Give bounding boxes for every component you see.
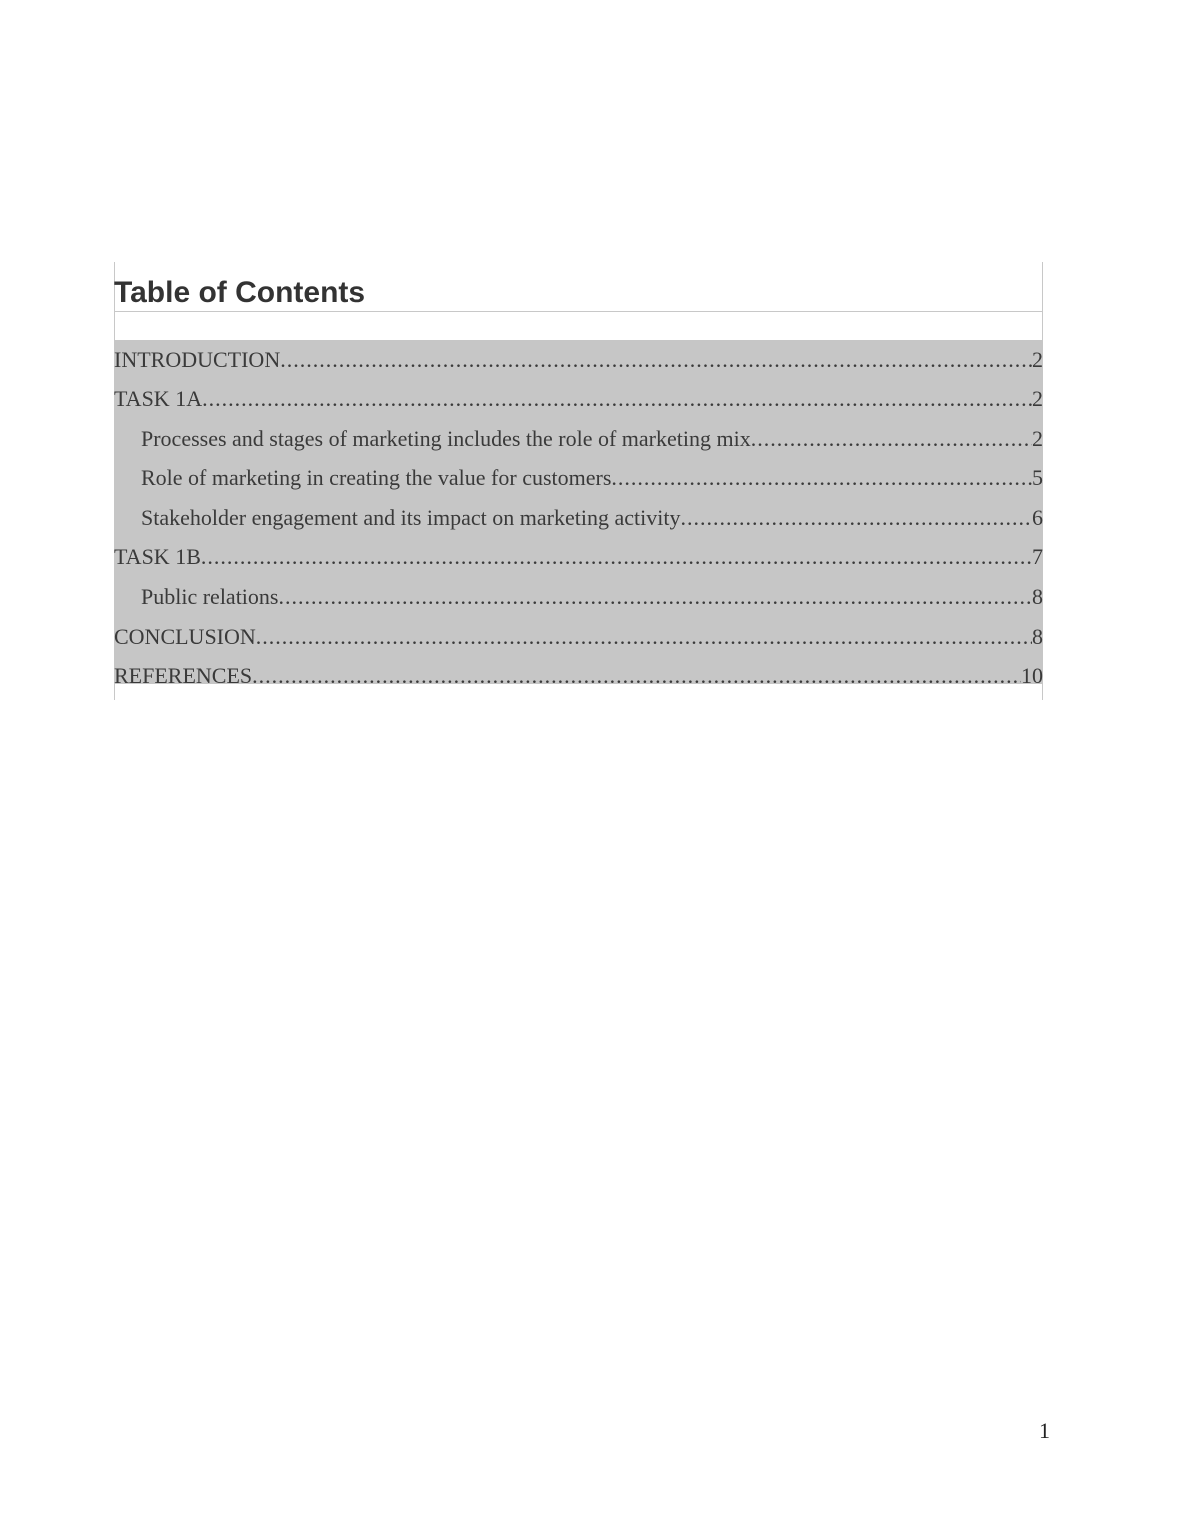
toc-leader-dots (751, 419, 1032, 459)
toc-entry-page: 2 (1032, 386, 1043, 411)
toc-leader-dots (256, 617, 1032, 657)
toc-entry[interactable] (114, 379, 1043, 419)
toc-entry-page: 7 (1032, 544, 1043, 569)
toc-leader-dots (278, 577, 1032, 617)
toc-entry-label: Stakeholder engagement and its impact on marketing activity (141, 505, 681, 530)
toc-leader-dots (201, 537, 1032, 577)
toc-entry-page: 2 (1032, 347, 1043, 372)
toc-leader-dots (252, 656, 1021, 696)
toc-leader-dots (202, 379, 1032, 419)
title-rule (114, 311, 1043, 312)
toc-entry[interactable] (114, 577, 1043, 617)
toc-entry-label: TASK 1A (114, 386, 203, 411)
toc-entry[interactable] (114, 340, 1043, 380)
table-of-contents-section (114, 262, 1043, 700)
toc-entry[interactable] (114, 537, 1043, 577)
toc-leader-dots (280, 340, 1032, 380)
toc-entry-page: 10 (1021, 663, 1043, 688)
toc-leader-dots (680, 498, 1032, 538)
toc-entry[interactable] (114, 419, 1043, 459)
toc-entry-label: INTRODUCTION (114, 347, 281, 372)
toc-entry-label: CONCLUSION (114, 624, 256, 649)
toc-entry-label: REFERENCES (114, 663, 253, 688)
toc-entry-label: Processes and stages of marketing includes the role of marketing mix (141, 426, 751, 451)
toc-entry-page: 5 (1032, 465, 1043, 490)
toc-entries[interactable] (114, 340, 1043, 688)
toc-entry-page: 8 (1032, 624, 1043, 649)
toc-leader-dots (611, 458, 1032, 498)
toc-entry-page: 8 (1032, 584, 1043, 609)
toc-entry[interactable] (114, 498, 1043, 538)
toc-entry[interactable] (114, 656, 1043, 696)
toc-entry-page: 2 (1032, 426, 1043, 451)
toc-entry[interactable] (114, 458, 1043, 498)
page-number: 1 (1039, 1418, 1050, 1443)
toc-entry[interactable] (114, 617, 1043, 657)
toc-entry-page: 6 (1032, 505, 1043, 530)
toc-entry-label: Role of marketing in creating the value for customers (141, 465, 612, 490)
toc-title: Table of Contents (114, 276, 366, 309)
toc-entry-label: Public relations (141, 584, 279, 609)
toc-entry-label: TASK 1B (114, 544, 201, 569)
